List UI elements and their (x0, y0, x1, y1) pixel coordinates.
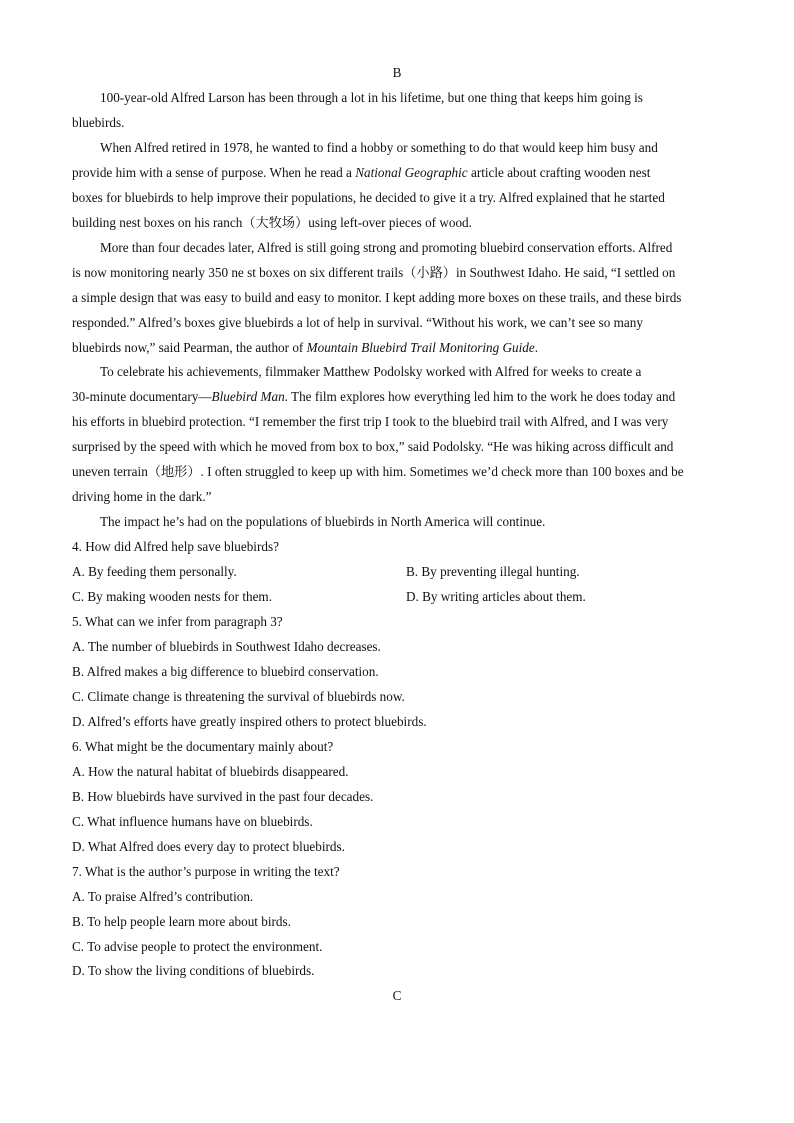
paragraph-3-line: is now monitoring nearly 350 ne st boxes on six different trails（小路）in Southwest Idaho. He said, “I settled on (72, 265, 676, 280)
paragraph-3-line: bluebirds now,” said Pearman, the author of Mountain Bluebird Trail Monitoring Guide. (72, 340, 539, 355)
question-stem: 6. What might be the documentary mainly about? (72, 739, 334, 754)
paragraph-2-line: building nest boxes on his ranch（大牧场）using left-over pieces of wood. (72, 215, 472, 230)
option-d: D. By writing articles about them. (406, 589, 586, 604)
paragraph-1-line: 100-year-old Alfred Larson has been through a lot in his lifetime, but one thing that keeps him going is (100, 90, 643, 105)
option-b: B. Alfred makes a big difference to bluebird conservation. (72, 664, 379, 679)
paragraph-4-line: uneven terrain（地形）. I often struggled to keep up with him. Sometimes we’d check more than 100 boxes and be (72, 464, 684, 479)
question-stem: 5. What can we infer from paragraph 3? (72, 614, 283, 629)
option-c: C. Climate change is threatening the survival of bluebirds now. (72, 689, 405, 704)
option-a: A. By feeding them personally. (72, 564, 237, 579)
question-stem: 4. How did Alfred help save bluebirds? (72, 539, 279, 554)
section-c-heading: C (392, 988, 402, 1003)
paragraph-3-line: a simple design that was easy to build and easy to monitor. I kept adding more boxes on these trails, and these birds (72, 290, 682, 305)
documentary-title: Bluebird Man (211, 389, 285, 404)
option-d: D. To show the living conditions of bluebirds. (72, 963, 315, 978)
magazine-title: National Geographic (355, 165, 468, 180)
paragraph-5-line: The impact he’s had on the populations of bluebirds in North America will continue. (100, 514, 546, 529)
option-c: C. What influence humans have on bluebirds. (72, 814, 313, 829)
paragraph-4-line: 30-minute documentary—Bluebird Man. The film explores how everything led him to the work he does today and (72, 389, 676, 404)
paragraph-2-line: provide him with a sense of purpose. When he read a National Geographic article about crafting wooden nest (72, 165, 651, 180)
paragraph-1-line: bluebirds. (72, 115, 125, 130)
paragraph-4-line: driving home in the dark.” (72, 489, 212, 504)
option-b: B. By preventing illegal hunting. (406, 564, 580, 579)
question-stem: 7. What is the author’s purpose in writing the text? (72, 864, 340, 879)
option-c: C. By making wooden nests for them. (72, 589, 272, 604)
paragraph-2-line: boxes for bluebirds to help improve their populations, he decided to give it a try. Alfred explained that he started (72, 190, 665, 205)
option-a: A. How the natural habitat of bluebirds disappeared. (72, 764, 349, 779)
section-b-heading: B (392, 65, 402, 80)
paragraph-4-line: his efforts in bluebird protection. “I remember the first trip I took to the bluebird trail with Alfred, and I was very (72, 414, 669, 429)
option-c: C. To advise people to protect the environment. (72, 939, 323, 954)
option-d: D. Alfred’s efforts have greatly inspired others to protect bluebirds. (72, 714, 427, 729)
paragraph-3-line: responded.” Alfred’s boxes give bluebirds a lot of help in survival. “Without his work, we can’t see so many (72, 315, 643, 330)
option-b: B. To help people learn more about birds. (72, 914, 291, 929)
option-d: D. What Alfred does every day to protect bluebirds. (72, 839, 345, 854)
paragraph-3-line: More than four decades later, Alfred is still going strong and promoting bluebird conservation efforts. Alfred (100, 240, 673, 255)
paragraph-4-line: surprised by the speed with which he moved from box to box,” said Podolsky. “He was hiking across difficult and (72, 439, 674, 454)
option-a: A. The number of bluebirds in Southwest Idaho decreases. (72, 639, 381, 654)
paragraph-4-line: To celebrate his achievements, filmmaker Matthew Podolsky worked with Alfred for weeks to create a (100, 364, 642, 379)
book-title: Mountain Bluebird Trail Monitoring Guide (306, 340, 535, 355)
paragraph-2-line: When Alfred retired in 1978, he wanted to find a hobby or something to do that would keep him busy and (100, 140, 658, 155)
option-a: A. To praise Alfred’s contribution. (72, 889, 254, 904)
option-b: B. How bluebirds have survived in the past four decades. (72, 789, 374, 804)
